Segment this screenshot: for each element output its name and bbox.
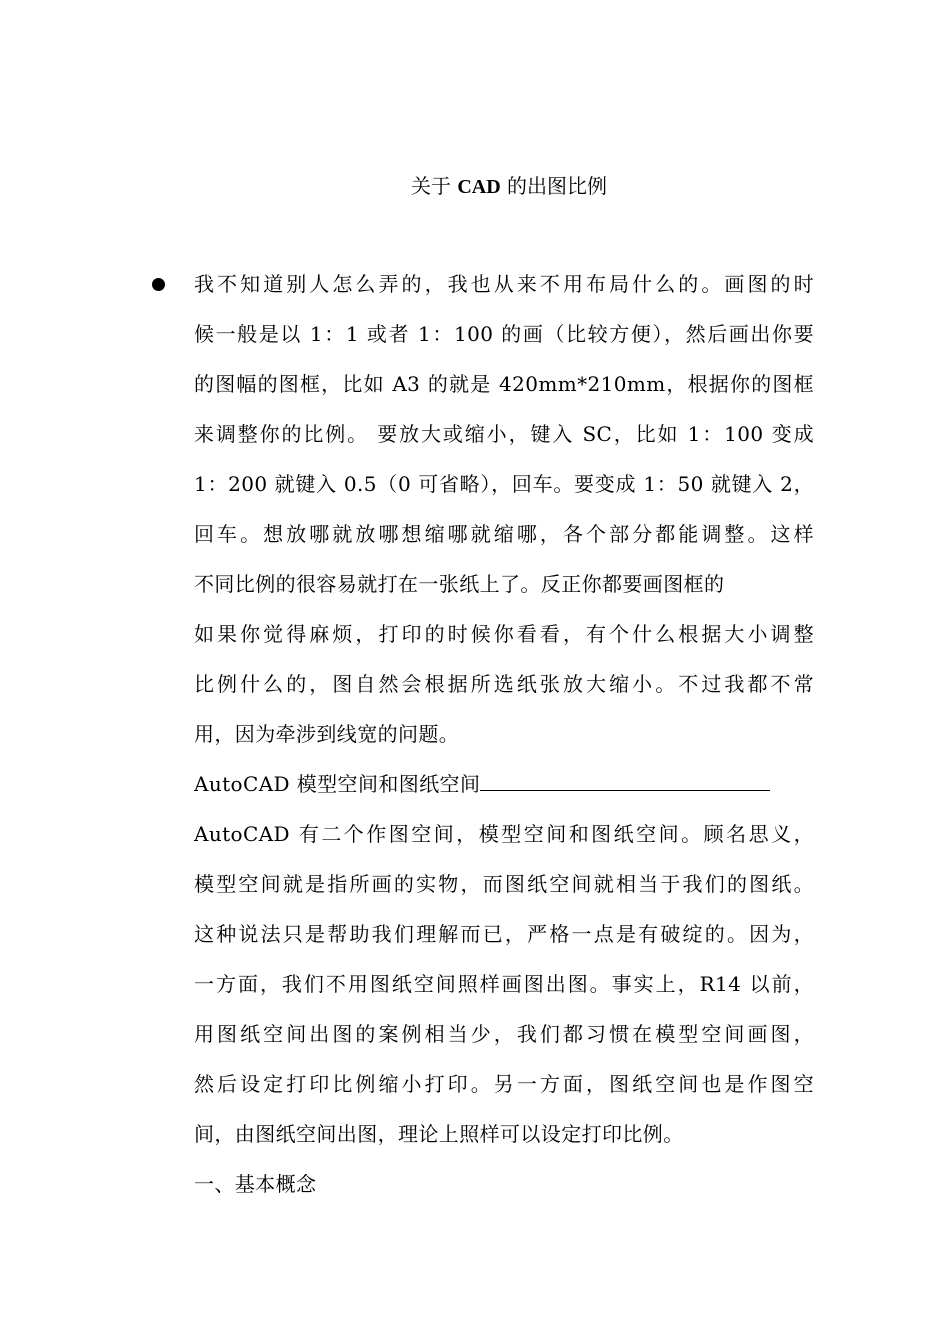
body-text bbox=[194, 266, 814, 1216]
paragraph-line: 的图幅的图框，比如 A3 的就是 420mm*210mm，根据你的图框 bbox=[194, 372, 814, 396]
paragraph-line: 候一般是以 1：1 或者 1：100 的画（比较方便），然后画出你要 bbox=[194, 322, 814, 346]
page-title bbox=[0, 170, 950, 203]
title-suffix: 的出图比例 bbox=[500, 174, 608, 198]
section-line: 这种说法只是帮助我们理解而已，严格一点是有破绽的。因为， bbox=[194, 922, 814, 946]
title-prefix: 关于 bbox=[410, 174, 458, 198]
title-bold: CAD bbox=[457, 176, 501, 198]
section-heading: AutoCAD 模型空间和图纸空间 bbox=[194, 772, 481, 796]
bullet-icon bbox=[152, 278, 165, 291]
paragraph-line: 如果你觉得麻烦，打印的时候你看看，有个什么根据大小调整 bbox=[194, 622, 814, 646]
section-line: 间，由图纸空间出图，理论上照样可以设定打印比例。 bbox=[194, 1122, 684, 1146]
paragraph-line: 回车。想放哪就放哪想缩哪就缩哪，各个部分都能调整。这样 bbox=[194, 522, 814, 546]
section-line: AutoCAD 有二个作图空间，模型空间和图纸空间。顾名思义， bbox=[194, 822, 814, 846]
paragraph-line: 比例什么的，图自然会根据所选纸张放大缩小。不过我都不常 bbox=[194, 672, 814, 696]
heading-underline bbox=[480, 768, 770, 791]
section-line: 用图纸空间出图的案例相当少，我们都习惯在模型空间画图， bbox=[194, 1022, 814, 1046]
paragraph-line: 来调整你的比例。 要放大或缩小，键入 SC，比如 1：100 变成 bbox=[194, 422, 814, 446]
paragraph-line: 我不知道别人怎么弄的，我也从来不用布局什么的。画图的时 bbox=[194, 272, 814, 296]
paragraph-line: 1：200 就键入 0.5（0 可省略），回车。要变成 1：50 就键入 2， bbox=[194, 472, 814, 496]
section-heading-line bbox=[194, 766, 814, 816]
section-line: 然后设定打印比例缩小打印。另一方面，图纸空间也是作图空 bbox=[194, 1072, 814, 1096]
paragraph-line: 用，因为牵涉到线宽的问题。 bbox=[194, 722, 460, 746]
section-line: 模型空间就是指所画的实物，而图纸空间就相当于我们的图纸。 bbox=[194, 872, 814, 896]
subheading: 一、基本概念 bbox=[194, 1172, 317, 1196]
section-line: 一方面，我们不用图纸空间照样画图出图。事实上，R14 以前， bbox=[194, 972, 814, 996]
paragraph-line: 不同比例的很容易就打在一张纸上了。反正你都要画图框的 bbox=[194, 572, 725, 596]
